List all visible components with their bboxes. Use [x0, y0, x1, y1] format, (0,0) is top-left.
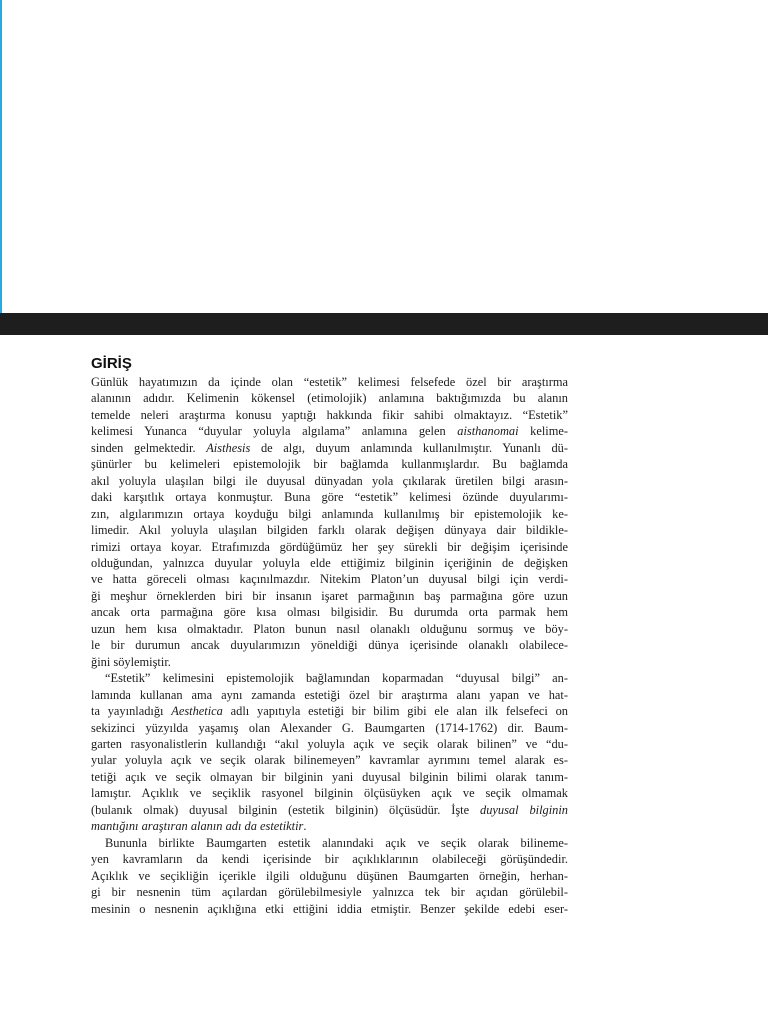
line-text: rimizi ortaya koyar. Etrafımızda gördüğümüz her şey sürekli bir değişim içerisinde	[91, 539, 568, 554]
text-line	[91, 868, 568, 884]
line-text: le bir durumun ancak duyularımızın yöneldiği dünya içerisinde olanaklı olabilece-	[91, 638, 568, 653]
text-line	[91, 571, 568, 587]
text-line	[91, 835, 568, 851]
paragraph	[91, 670, 568, 835]
text-line	[91, 687, 568, 703]
line-text: olduğundan, yalnızca duyular yoluyla elde ettiğimiz bilginin içeriğinin de değişken	[91, 555, 568, 570]
line-text: “Estetik” kelimesini epistemolojik bağlamından koparmadan “duyusal bilgi” an-	[105, 671, 568, 686]
line-text: akıl yoluyla ulaşılan bilgi ile duyusal dünyadan yola çıkılarak üretilen bilgi arasın-	[91, 473, 568, 488]
line-text: limedir. Akıl yoluyla ulaşılan bilgiden farklı olarak değişen dünyaya dair bildikle-	[91, 523, 568, 538]
line-text: adlı yapıtıyla estetiği bir bilim gibi ele alan ilk felsefeci on	[222, 704, 568, 719]
line-text: yular yoluyla açık ve seçik olarak bilinemeyen” kavramlar ayrımını temel alarak es-	[91, 753, 568, 768]
line-text: daki karşıtlık ortaya konmuştur. Buna göre “estetik” kelimesi özünde duyularımı-	[91, 490, 568, 505]
line-text: lamıştır. Açıklık ve seçiklik rasyonel bilginin ölçüsüyken açık ve seçik olmamak	[91, 786, 568, 801]
italic-term: Aisthesis	[206, 440, 251, 455]
line-text: yen kavramların da kendi içerisinde bir açıklıklarının olabileceği görüşündedir.	[91, 852, 568, 867]
line-text: ve hatta göreceli olması kaçınılmazdır. Nitekim Platon’un duyusal bilgi için verdi-	[91, 572, 568, 587]
line-text: kelimesi Yunanca “duyular yoluyla algılama” anlamına gelen	[91, 424, 458, 439]
text-line	[91, 390, 568, 406]
line-text: ği meşhur örneklerden biri bir insanın işaret parmağının baş parmağına göre uzun	[91, 588, 568, 603]
text-line	[91, 802, 568, 818]
line-text: ğini söylemiştir.	[91, 654, 171, 669]
text-line	[91, 456, 568, 472]
text-line	[91, 703, 568, 719]
italic-term: mantığını araştıran alanın adı da estetiktir	[91, 819, 304, 834]
text-line	[91, 851, 568, 867]
paragraph-container	[91, 374, 568, 917]
paragraph	[91, 374, 568, 670]
section-heading: GİRİŞ	[91, 355, 132, 372]
line-text: (bulanık olmak) duyusal bilginin (estetik bilginin) ölçüsüdür. İşte	[91, 802, 480, 817]
line-text: garten rasyonalistlerin kullandığı “akıl yoluyla açık ve seçik olarak bilinen” ve “du-	[91, 736, 568, 751]
text-line	[91, 901, 568, 917]
text-line	[91, 785, 568, 801]
text-line	[91, 423, 568, 439]
line-text: tetiği açık ve seçik olmayan bir bilginin yani duyusal bilginin bilimi olarak tanım-	[91, 769, 568, 784]
text-line	[91, 440, 568, 456]
text-line	[91, 473, 568, 489]
italic-term: aisthanomai	[457, 424, 519, 439]
line-text: alanının adıdır. Kelimenin kökensel (etimolojik) anlamına baktığımızda bu alanın	[91, 391, 568, 406]
paragraph	[91, 835, 568, 917]
text-line	[91, 769, 568, 785]
text-line	[91, 884, 568, 900]
text-line	[91, 621, 568, 637]
line-text: zın, algılarımızın ortaya koyduğu bilgi anlamında kullanılmış bir epistemolojik ke-	[91, 506, 568, 521]
text-line	[91, 818, 568, 834]
line-text: Bununla birlikte Baumgarten estetik alanındaki açık ve seçik olarak bilineme-	[105, 835, 568, 850]
text-line	[91, 588, 568, 604]
document-body	[91, 355, 568, 917]
text-line	[91, 506, 568, 522]
line-text: Günlük hayatımızın da içinde olan “estetik” kelimesi felsefede özel bir araştırma	[91, 375, 568, 389]
text-line	[91, 637, 568, 653]
text-line	[91, 489, 568, 505]
line-text: sekizinci yüzyılda yaşamış olan Alexander G. Baumgarten (1714-1762) dir. Baum-	[91, 720, 568, 735]
line-text: temelde neleri araştırma konusu yaptığı hakkında fikir sahibi olmaktayız. “Estetik”	[91, 407, 568, 422]
italic-term: duyusal bilginin	[480, 802, 568, 817]
line-text: ta yayınladığı	[91, 704, 172, 719]
text-line	[91, 670, 568, 686]
line-text: şünürler bu kelimeleri epistemolojik bir bağlamda kullanmışlardır. Bu bağlamda	[91, 457, 568, 472]
line-text: lamında kullanan ama aynı zamanda estetiği özel bir araştırma alanı yapan ve hat-	[91, 687, 568, 702]
text-line	[91, 522, 568, 538]
text-line	[91, 736, 568, 752]
text-line	[91, 654, 568, 670]
line-text: mesinin o nesnenin açıklığına etki ettiğini iddia etmiştir. Benzer şekilde edebi eser-	[91, 901, 568, 916]
text-line	[91, 374, 568, 390]
line-text: kelime-	[518, 424, 568, 439]
accent-line	[0, 0, 2, 313]
text-line	[91, 407, 568, 423]
text-line	[91, 720, 568, 736]
line-text: sinden gelmektedir.	[91, 440, 207, 455]
line-text: .	[303, 819, 307, 834]
line-text: Açıklık ve seçikliğin içerikle ilgili olduğunu düşünen Baumgarten örneğin, herhan-	[91, 868, 568, 883]
line-text: gi bir nesnenin tüm açılardan görülebilmesiyle yalnızca tek bir açıdan görülebil-	[91, 885, 568, 900]
italic-term: Aesthetica	[171, 704, 223, 719]
line-text: uzun hem kısa olmaktadır. Platon bunun nasıl olanaklı olduğunu sormuş ve böy-	[91, 621, 568, 636]
text-line	[91, 555, 568, 571]
text-line	[91, 539, 568, 555]
line-text: ancak orta parmağına göre kısa olması bilgisidir. Bu durumda orta parmak hem	[91, 605, 568, 620]
header-band	[0, 313, 768, 335]
text-line	[91, 752, 568, 768]
text-line	[91, 604, 568, 620]
line-text: de algı, duyum anlamında kullanılmıştır. Yunanlı dü-	[250, 440, 568, 455]
